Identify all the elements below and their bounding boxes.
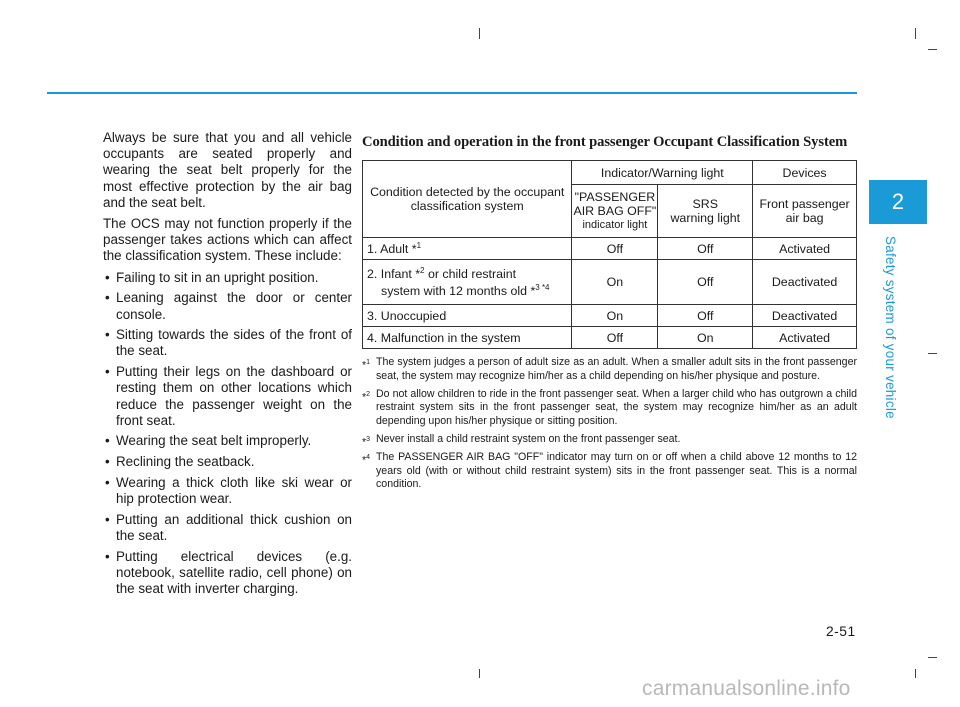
crop-mark xyxy=(928,49,937,50)
table-row xyxy=(363,327,857,349)
row-airbag: Deactivated xyxy=(753,260,857,305)
header-srs-light: SRS warning light xyxy=(658,185,753,238)
crop-mark xyxy=(915,28,916,39)
row-pab: Off xyxy=(572,327,658,349)
page-number: 2-51 xyxy=(826,624,856,639)
list-item: • Putting electrical devices (e.g. notebook, satellite radio, cell phone) on the seat with inverter charging. xyxy=(103,549,352,598)
list-item: • Sitting towards the sides of the front of the seat. xyxy=(103,327,352,359)
row-airbag: Activated xyxy=(753,238,857,260)
crop-mark xyxy=(479,28,480,39)
row-pab: On xyxy=(572,260,658,305)
list-item: • Putting an additional thick cushion on the seat. xyxy=(103,512,352,544)
list-item: • Wearing the seat belt improperly. xyxy=(103,433,352,449)
row-pab: On xyxy=(572,305,658,327)
watermark: carmanualsonline.info xyxy=(642,677,851,700)
header-pab-indicator: "PASSENGER AIR BAG OFF" indicator light xyxy=(572,185,658,238)
left-column xyxy=(103,130,352,602)
header-front-airbag: Front passenger air bag xyxy=(753,185,857,238)
footnotes xyxy=(362,356,857,492)
row-condition: 1. Adult *$^1$ xyxy=(363,238,572,260)
row-condition: 4. Malfunction in the system xyxy=(363,327,572,349)
table-row xyxy=(363,305,857,327)
chapter-label: Safety system of your vehicle xyxy=(883,236,898,419)
crop-mark xyxy=(915,669,916,678)
footnote: *$^3$ Never install a child restraint system on the front passenger seat. xyxy=(362,432,681,449)
table-row xyxy=(363,238,857,260)
crop-mark xyxy=(479,669,480,678)
list-item: • Failing to sit in an upright position. xyxy=(103,270,352,286)
list-item: • Putting their legs on the dashboard or resting them on other locations which reduce the passenger weight on the front seat. xyxy=(103,364,352,429)
footnote: *$^2$ Do not allow children to ride in the front passenger seat. When a larger child who has outgrown a child restraint system sits in the front passenger seat, the system may recognize him/her as an adult depending upon his/her physique or sitting position. xyxy=(362,387,857,428)
header-devices-group: Devices xyxy=(753,161,857,185)
row-srs: Off xyxy=(658,260,753,305)
ocs-table xyxy=(362,160,857,349)
footnote: *$^1$ The system judges a person of adult size as an adult. When a smaller adult sits in the front passenger seat, the system may recognize him/her as a child depending on his/her physique and posture. xyxy=(362,356,857,382)
list-item: • Wearing a thick cloth like ski wear or hip protection wear. xyxy=(103,475,352,507)
header-rule xyxy=(47,92,857,94)
footnote: *$^4$ The PASSENGER AIR BAG "OFF" indicator may turn on or off when a child above 12 months to 12 years old (with or without child restraint system) sits in the front passenger seat. This is a normal condition. xyxy=(362,450,857,491)
right-column xyxy=(362,134,857,496)
section-title: Condition and operation in the front passenger Occupant Classification System xyxy=(362,134,848,150)
header-indicator-group: Indicator/Warning light xyxy=(572,161,753,185)
table-row xyxy=(363,260,857,305)
row-airbag: Deactivated xyxy=(753,305,857,327)
row-condition: 2. Infant *$^2$ or child restraint system with 12 months old *$^3$ $^{*4}$ xyxy=(363,260,572,305)
action-list xyxy=(103,270,352,598)
crop-mark xyxy=(928,353,937,354)
row-srs: Off xyxy=(658,305,753,327)
intro-paragraph: Always be sure that you and all vehicle occupants are seated properly and wearing the seat belt properly for the most effective protection by the air bag and the seat belt. xyxy=(103,130,352,210)
row-condition: 3. Unoccupied xyxy=(363,305,572,327)
ocs-paragraph: The OCS may not function properly if the passenger takes actions which can affect the classification system. These include: xyxy=(103,216,352,264)
row-pab: Off xyxy=(572,238,658,260)
row-srs: Off xyxy=(658,238,753,260)
row-airbag: Activated xyxy=(753,327,857,349)
list-item: • Reclining the seatback. xyxy=(103,454,352,470)
header-condition: Condition detected by the occupant classification system xyxy=(363,161,572,238)
crop-mark xyxy=(928,657,937,658)
list-item: • Leaning against the door or center console. xyxy=(103,290,352,322)
chapter-tab: 2 xyxy=(869,180,927,224)
row-srs: On xyxy=(658,327,753,349)
